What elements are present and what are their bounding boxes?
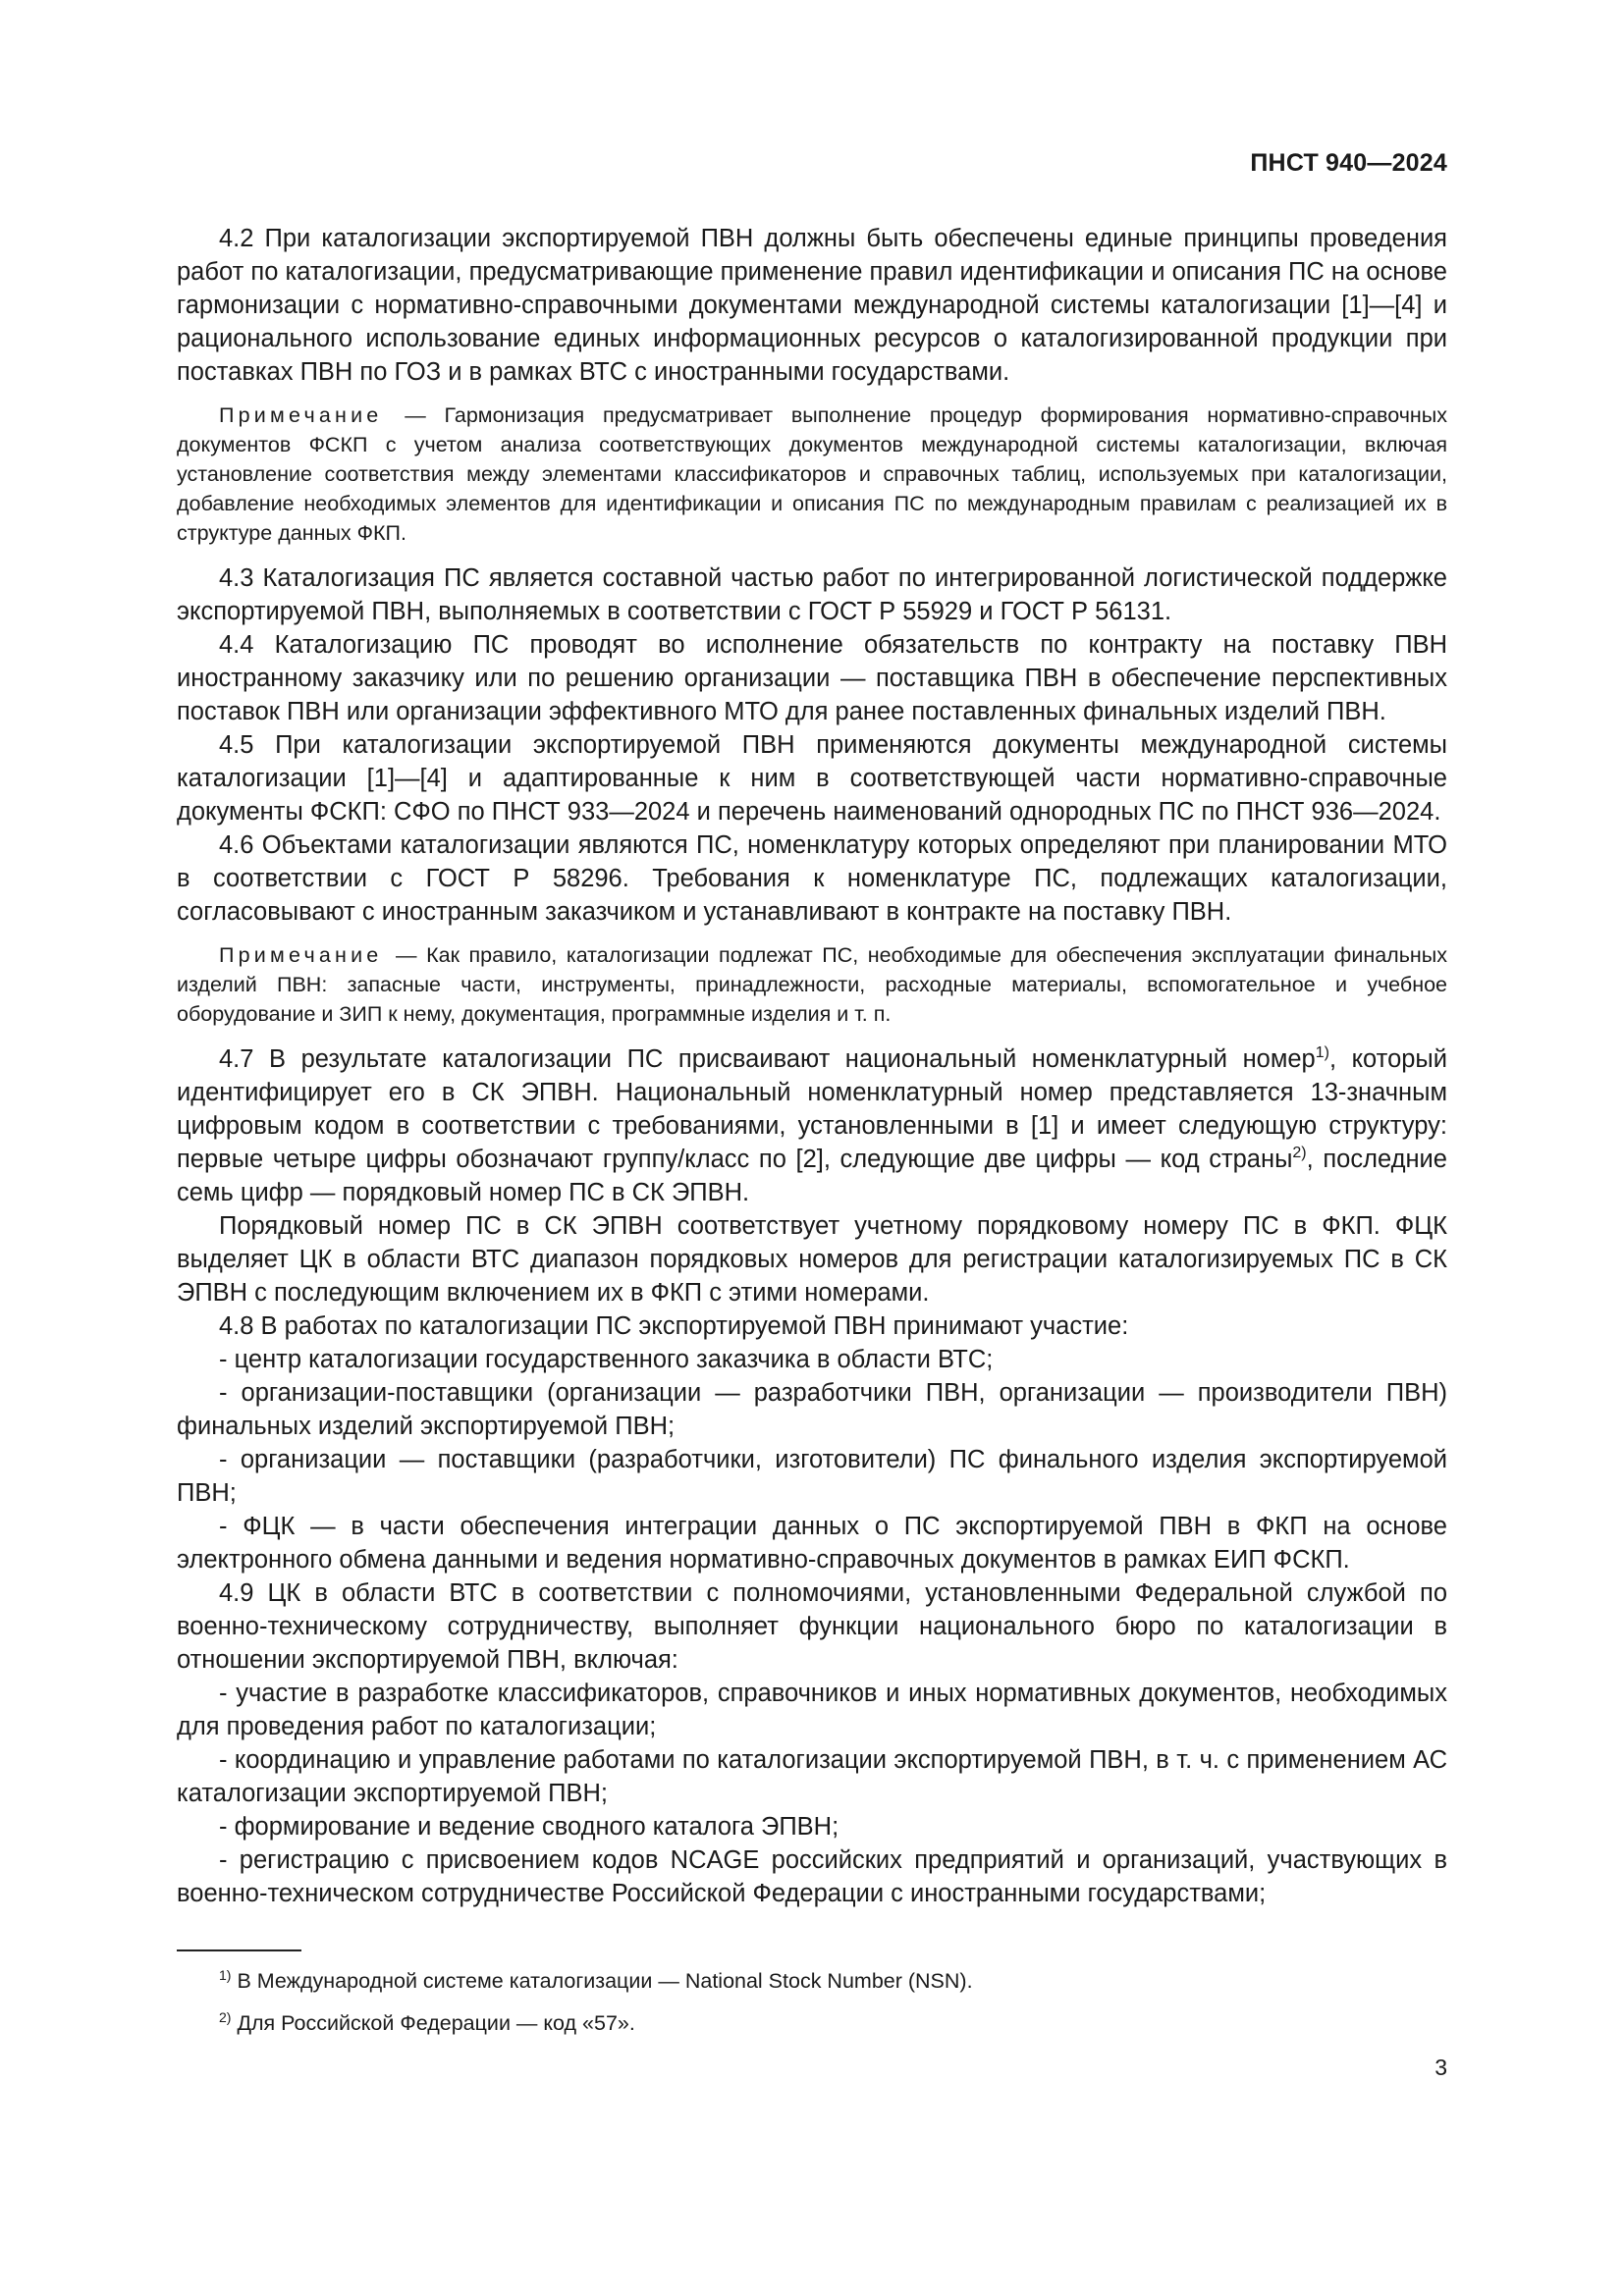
list-item: - участие в разработке классификаторов, справочников и иных нормативных документов, необходимых для проведения работ по каталогизации; [177,1680,1447,1740]
footnote-ref: 1) [1315,1044,1329,1061]
footnote-mark: 1) [219,1967,232,1983]
footnotes [177,1966,1447,2051]
note-label: Примечание [219,943,383,967]
paragraph-4-7 [177,1042,1447,1209]
paragraph-4-7-ordinal: Порядковый номер ПС в СК ЭПВН соответствует учетному порядковому номеру ПС в ФКП. ФЦК выделяет ЦК в области ВТС диапазон порядковых номеров для регистрации каталогизируемых ПС в СК ЭПВН с последующим включением их в ФКП с этими номерами. [177,1212,1447,1307]
paragraph-4-4: 4.4 Каталогизацию ПС проводят во исполнение обязательств по контракту на поставку ПВН иностранному заказчику или по решению организации — поставщика ПВН в обеспечение перспективных поставок ПВН или организации эффективного МТО для ранее поставленных финальных изделий ПВН. [177,631,1447,725]
list-item: - организации-поставщики (организации — разработчики ПВН, организации — производители ПВН) финальных изделий экспортируемой ПВН; [177,1379,1447,1440]
footnote [177,1966,1447,1996]
document-id: ПНСТ 940—2024 [1250,149,1447,177]
paragraph-4-3: 4.3 Каталогизация ПС является составной частью работ по интегрированной логистической поддержке экспортируемой ПВН, выполняемых в соответствии с ГОСТ Р 55929 и ГОСТ Р 56131. [177,564,1447,625]
paragraph-4-9: 4.9 ЦК в области ВТС в соответствии с полномочиями, установленными Федеральной службой по военно-техническому сотрудничеству, выполняет функции национального бюро по каталогизации в отношении экспортируемой ПВН, включая: [177,1579,1447,1674]
list-item: - ФЦК — в части обеспечения интеграции данных о ПС экспортируемой ПВН в ФКП на основе электронного обмена данными и ведения нормативно-справочных документов в рамках ЕИП ФСКП. [177,1513,1447,1574]
note [177,940,1447,1029]
document-body [177,222,1447,1910]
paragraph-4-6: 4.6 Объектами каталогизации являются ПС, номенклатуру которых определяют при планировании МТО в соответствии с ГОСТ Р 58296. Требования к номенклатуре ПС, подлежащих каталогизации, согласовывают с иностранным заказчиком и устанавливают в контракте на поставку ПВН. [177,831,1447,926]
paragraph-text: 4.7 В результате каталогизации ПС присваивают национальный номенклатурный номер [219,1045,1316,1073]
footnote [177,2008,1447,2038]
footnote-text: Для Российской Федерации — код «57». [237,2011,635,2035]
footnote-ref: 2) [1292,1145,1307,1161]
footnote-text: В Международной системе каталогизации — National Stock Number (NSN). [237,1969,973,1993]
note-text: — Как правило, каталогизации подлежат ПС, необходимые для обеспечения эксплуатации финальных изделий ПВН: запасные части, инструменты, принадлежности, расходные материалы, вспомогательное и учебное оборудование и ЗИП к нему, документация, программные изделия и т. п. [177,943,1447,1026]
paragraph-text: , который идентифицирует его в СК ЭПВН. Национальный номенклатурный номер представляется 13-значным цифровым кодом в соответствии с требованиями, установленными в [1] и имеет следующую структуру: первые четыре цифры обозначают группу/класс по [2], следующие две цифры — код страны [177,1045,1447,1173]
page-number: 3 [1435,2055,1447,2080]
list-item: - формирование и ведение сводного каталога ЭПВН; [219,1813,839,1841]
list-item: - центр каталогизации государственного заказчика в области ВТС; [219,1346,994,1373]
paragraph-text: , последние семь цифр — порядковый номер ПС в СК ЭПВН. [177,1146,1447,1206]
list-item: - координацию и управление работами по каталогизации экспортируемой ПВН, в т. ч. с применением АС каталогизации экспортируемой ПВН; [177,1746,1447,1807]
note-text: — Гармонизация предусматривает выполнение процедур формирования нормативно-справочных документов ФСКП с учетом анализа соответствующих документов международной системы каталогизации, включая установление соответствия между элементами классификаторов и справочных таблиц, используемых при каталогизации, добавление необходимых элементов для идентификации и описания ПС по международным правилам с реализацией их в структуре данных ФКП. [177,403,1447,545]
list-item: - регистрацию с присвоением кодов NCAGE российских предприятий и организаций, участвующих в военно-техническом сотрудничестве Российской Федерации с иностранными государствами; [177,1846,1447,1907]
footnote-divider [177,1949,301,1951]
paragraph-4-2: 4.2 При каталогизации экспортируемой ПВН должны быть обеспечены единые принципы проведения работ по каталогизации, предусматривающие применение правил идентификации и описания ПС на основе гармонизации с нормативно-справочными документами международной системы каталогизации [1]—[4] и рационального использование единых информационных ресурсов о каталогизированной продукции при поставках ПВН по ГОЗ и в рамках ВТС с иностранными государствами. [177,225,1447,386]
list-item: - организации — поставщики (разработчики, изготовители) ПС финального изделия экспортируемой ПВН; [177,1446,1447,1507]
footnote-mark: 2) [219,2009,232,2025]
note [177,400,1447,548]
note-label: Примечание [219,403,383,427]
paragraph-4-8: 4.8 В работах по каталогизации ПС экспортируемой ПВН принимают участие: [219,1312,1129,1340]
paragraph-4-5: 4.5 При каталогизации экспортируемой ПВН применяются документы международной системы каталогизации [1]—[4] и адаптированные к ним в соответствующей части нормативно-справочные документы ФСКП: СФО по ПНСТ 933—2024 и перечень наименований однородных ПС по ПНСТ 936—2024. [177,731,1447,826]
